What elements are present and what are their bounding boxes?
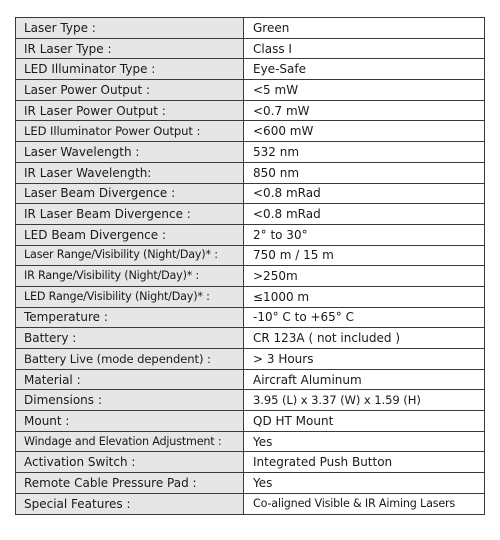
- spec-label-mount: Mount :: [16, 411, 244, 432]
- table-row: [16, 328, 485, 349]
- spec-value-battery-live: > 3 Hours: [244, 349, 485, 370]
- spec-label-led-illuminator-type: LED Illuminator Type :: [16, 59, 244, 80]
- spec-label-laser-type: Laser Type :: [16, 18, 244, 39]
- spec-value-windage-elevation: Yes: [244, 431, 485, 452]
- spec-value-led-illuminator-type: Eye-Safe: [244, 59, 485, 80]
- table-row: [16, 204, 485, 225]
- spec-label-laser-range-visibility: Laser Range/Visibility (Night/Day)* :: [16, 245, 244, 266]
- spec-value-battery: CR 123A ( not included ): [244, 328, 485, 349]
- table-row: [16, 142, 485, 163]
- spec-label-activation-switch: Activation Switch :: [16, 452, 244, 473]
- table-row: [16, 162, 485, 183]
- spec-value-ir-laser-beam-divergence: <0.8 mRad: [244, 204, 485, 225]
- spec-label-led-range-visibility: LED Range/Visibility (Night/Day)* :: [16, 286, 244, 307]
- spec-value-led-beam-divergence: 2° to 30°: [244, 224, 485, 245]
- table-row: [16, 473, 485, 494]
- spec-label-battery: Battery :: [16, 328, 244, 349]
- specifications-table: [15, 17, 485, 515]
- table-row: [16, 349, 485, 370]
- spec-value-material: Aircraft Aluminum: [244, 369, 485, 390]
- table-row: [16, 266, 485, 287]
- spec-value-led-range-visibility: ≤1000 m: [244, 286, 485, 307]
- spec-label-remote-cable-pressure-pad: Remote Cable Pressure Pad :: [16, 473, 244, 494]
- spec-value-activation-switch: Integrated Push Button: [244, 452, 485, 473]
- spec-label-led-beam-divergence: LED Beam Divergence :: [16, 224, 244, 245]
- table-row: [16, 80, 485, 101]
- table-row: [16, 369, 485, 390]
- table-row: [16, 38, 485, 59]
- spec-value-laser-range-visibility: 750 m / 15 m: [244, 245, 485, 266]
- table-row: [16, 183, 485, 204]
- spec-label-laser-beam-divergence: Laser Beam Divergence :: [16, 183, 244, 204]
- spec-label-ir-laser-power-output: IR Laser Power Output :: [16, 100, 244, 121]
- table-row: [16, 307, 485, 328]
- spec-value-ir-laser-power-output: <0.7 mW: [244, 100, 485, 121]
- spec-label-material: Material :: [16, 369, 244, 390]
- spec-value-laser-type: Green: [244, 18, 485, 39]
- table-row: [16, 245, 485, 266]
- table-row: [16, 390, 485, 411]
- spec-value-laser-beam-divergence: <0.8 mRad: [244, 183, 485, 204]
- spec-value-temperature: -10° C to +65° C: [244, 307, 485, 328]
- spec-label-ir-laser-wavelength: IR Laser Wavelength:: [16, 162, 244, 183]
- spec-label-led-illuminator-power-output: LED Illuminator Power Output :: [16, 121, 244, 142]
- spec-label-laser-wavelength: Laser Wavelength :: [16, 142, 244, 163]
- table-row: [16, 431, 485, 452]
- spec-value-dimensions: 3.95 (L) x 3.37 (W) x 1.59 (H): [244, 390, 485, 411]
- spec-label-special-features: Special Features :: [16, 493, 244, 514]
- spec-label-dimensions: Dimensions :: [16, 390, 244, 411]
- spec-value-ir-laser-type: Class I: [244, 38, 485, 59]
- specifications-body: [16, 18, 485, 515]
- table-row: [16, 411, 485, 432]
- spec-label-battery-live: Battery Live (mode dependent) :: [16, 349, 244, 370]
- spec-value-laser-wavelength: 532 nm: [244, 142, 485, 163]
- spec-value-mount: QD HT Mount: [244, 411, 485, 432]
- table-row: [16, 224, 485, 245]
- spec-value-remote-cable-pressure-pad: Yes: [244, 473, 485, 494]
- table-row: [16, 452, 485, 473]
- spec-label-ir-laser-beam-divergence: IR Laser Beam Divergence :: [16, 204, 244, 225]
- spec-label-ir-range-visibility: IR Range/Visibility (Night/Day)* :: [16, 266, 244, 287]
- table-row: [16, 100, 485, 121]
- table-row: [16, 18, 485, 39]
- spec-value-ir-range-visibility: >250m: [244, 266, 485, 287]
- table-row: [16, 493, 485, 514]
- spec-value-led-illuminator-power-output: <600 mW: [244, 121, 485, 142]
- table-row: [16, 59, 485, 80]
- table-row: [16, 286, 485, 307]
- spec-value-laser-power-output: <5 mW: [244, 80, 485, 101]
- spec-label-ir-laser-type: IR Laser Type :: [16, 38, 244, 59]
- spec-value-ir-laser-wavelength: 850 nm: [244, 162, 485, 183]
- spec-label-temperature: Temperature :: [16, 307, 244, 328]
- spec-label-windage-elevation: Windage and Elevation Adjustment :: [16, 431, 244, 452]
- spec-label-laser-power-output: Laser Power Output :: [16, 80, 244, 101]
- table-row: [16, 121, 485, 142]
- spec-value-special-features: Co-aligned Visible & IR Aiming Lasers: [244, 493, 485, 514]
